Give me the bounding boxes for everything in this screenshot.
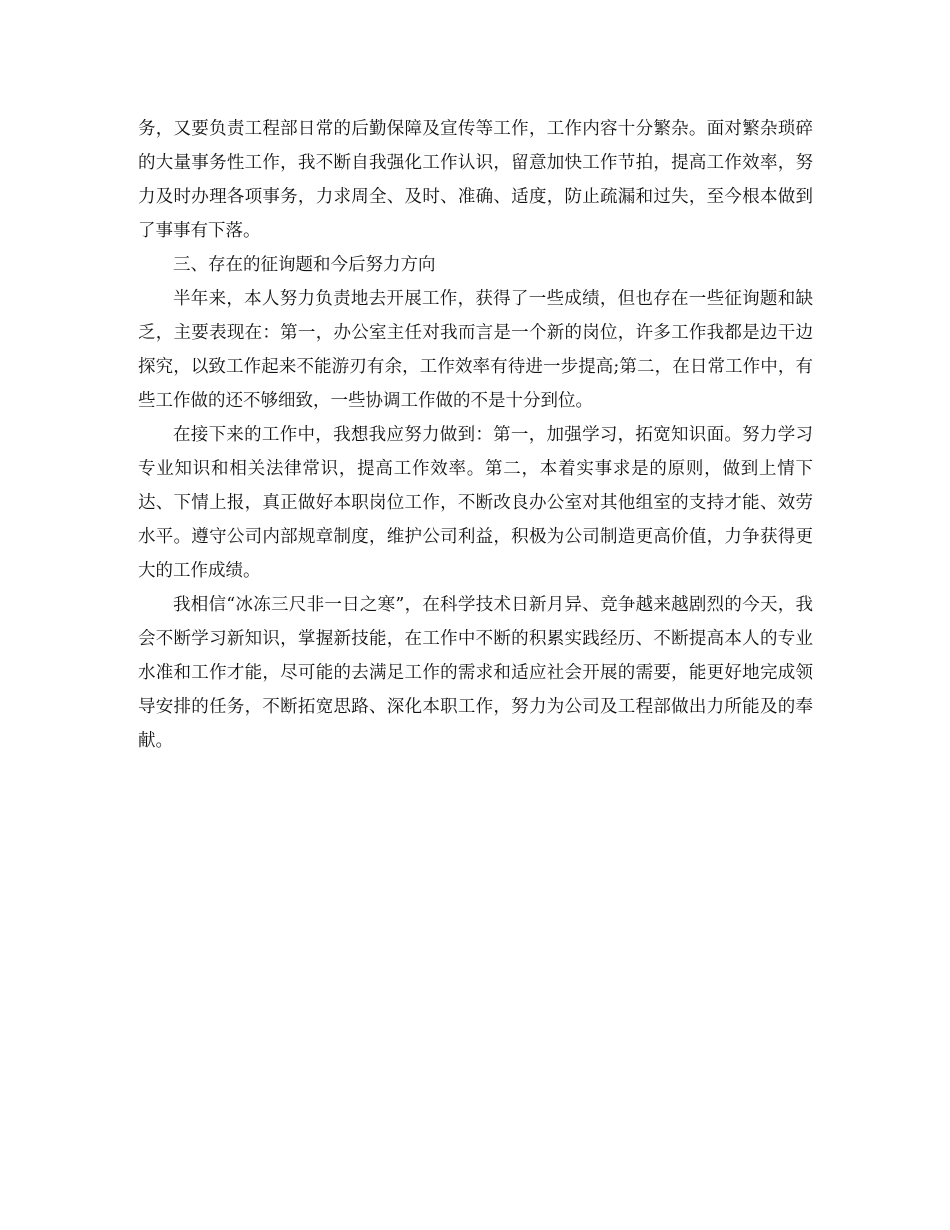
paragraph-problems: 半年来，本人努力负责地去开展工作，获得了一些成绩，但也存在一些征询题和缺乏，主要表现在：第一，办公室主任对我而言是一个新的岗位，许多工作我都是边干边探究，以致工作起来不能游刃有余，工作效率有待进一步提高;第二，在日常工作中，有些工作做的还不够细致，一些协调工作做的不是十分到位。: [138, 289, 813, 411]
paragraph-continuation: 务，又要负责工程部日常的后勤保障及宣传等工作，工作内容十分繁杂。面对繁杂琐碎的大量事务性工作，我不断自我强化工作认识，留意加快工作节拍，提高工作效率，努力及时办理各项事务，力求周全、及时、准确、适度，防止疏漏和过失，至今根本做到了事事有下落。: [138, 119, 813, 241]
document-page: [138, 112, 813, 758]
section-heading: 三、存在的征询题和今后努力方向: [173, 255, 436, 275]
paragraph-plans: 在接下来的工作中，我想我应努力做到：第一，加强学习，拓宽知识面。努力学习专业知识和相关法律常识，提高工作效率。第二，本着实事求是的原则，做到上情下达、下情上报，真正做好本职岗位工作，不断改良办公室对其他组室的支持才能、效劳水平。遵守公司内部规章制度，维护公司利益，积极为公司制造更高价值，力争获得更大的工作成绩。: [138, 425, 813, 581]
paragraph-conclusion: 我相信“冰冻三尺非一日之寒”，在科学技术日新月异、竞争越来越剧烈的今天，我会不断学习新知识，掌握新技能，在工作中不断的积累实践经历、不断提高本人的专业水准和工作才能，尽可能的去满足工作的需求和适应社会开展的需要，能更好地完成领导安排的任务，不断拓宽思路、深化本职工作，努力为公司及工程部做出力所能及的奉献。: [138, 595, 813, 751]
